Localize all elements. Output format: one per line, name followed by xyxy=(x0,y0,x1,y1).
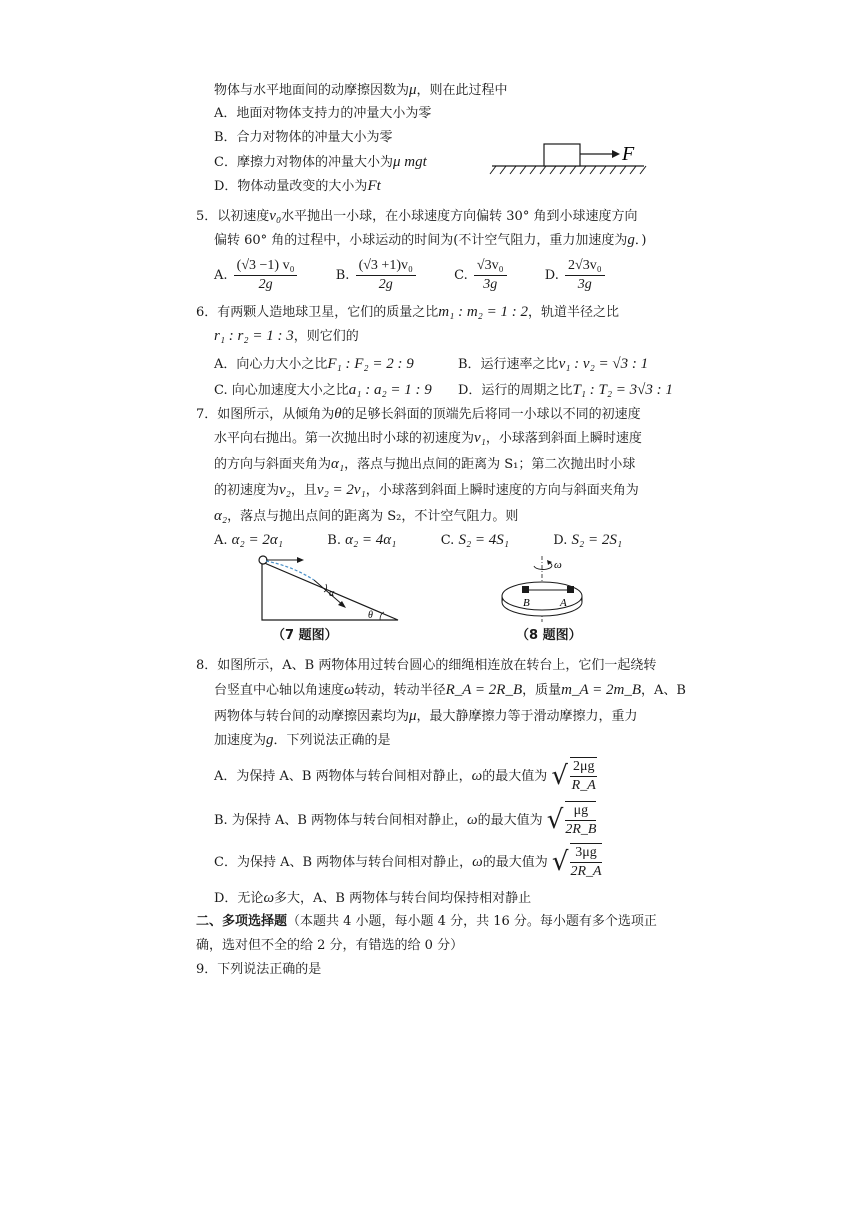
q4-option-a: A．地面对物体支持力的冲量大小为零 xyxy=(214,106,432,121)
alpha-label: α xyxy=(329,588,335,599)
omega-label: ω xyxy=(554,559,562,571)
q5-option-d: $\frac{\text{2√3v₀}}{3g}$ xyxy=(565,257,605,294)
q4-option-b: B．合力对物体的冲量大小为零 xyxy=(214,130,393,145)
q5-option-b: $\frac{\text{(√3 +1)v₀}}{2g}$ xyxy=(356,257,416,294)
q8-line-1: 8．如图所示，A、B 两物体用过转台圆心的细绳相连放在转台上，它们一起绕转 xyxy=(196,658,657,673)
q7-option-a: α₂ = 2α₁ xyxy=(231,532,283,548)
q8-line-4: 加速度为g．下列说法正确的是 xyxy=(214,732,391,748)
incline-diagram xyxy=(252,554,408,624)
q9-stem: 9．下列说法正确的是 xyxy=(196,962,322,977)
label-a: A xyxy=(560,597,567,609)
q7-option-c: S₂ = 4S₁ xyxy=(458,532,510,548)
q7-line-4: 的初速度为v₂，且v₂ = 2v₁，小球落到斜面上瞬时速度的方向与斜面夹角为 xyxy=(214,482,639,498)
q5-option-c: $\frac{\text{√3v₀}}{3g}$ xyxy=(474,257,507,294)
block-b xyxy=(522,586,529,593)
force-label: F xyxy=(622,143,635,165)
q8-option-b: B. 为保持 A、B 两物体与转台间相对静止，ω的最大值为 √ $\frac{\mu g}{2R\_B}$ xyxy=(214,800,598,841)
q7-options: A. α₂ = 2α₁ B. α₂ = 4α₁ C. S₂ = 4S₁ D. S₂ = 2S₁ xyxy=(214,532,623,548)
q8-figure-caption: （8 题图） xyxy=(516,628,582,643)
q6-option-d: D．运行的周期之比T₁ : T₂ = 3√3 : 1 xyxy=(458,382,673,398)
q4-option-c: C．摩擦力对物体的冲量大小为μ mgt xyxy=(214,154,427,170)
q4-option-d: D．物体动量改变的大小为Ft xyxy=(214,178,381,194)
q5-option-a: $\frac{\text{(√3 −1) v₀}}{2g}$ xyxy=(234,257,298,294)
q6-line-1: 6．有两颗人造地球卫星，它们的质量之比m₁ : m₂ = 1 : 2，轨道半径之比 xyxy=(196,304,620,320)
q8-option-c: C．为保持 A、B 两物体与转台间相对静止，ω的最大值为 √ $\frac{3\mu g}{2R\_A}$ xyxy=(214,842,604,883)
q8-line-2: 台竖直中心轴以角速度ω转动，转动半径R_A = 2R_B，质量m_A = 2m_B，A、B xyxy=(214,682,686,698)
q8-option-d: D．无论ω多大，A、B 两物体与转台间均保持相对静止 xyxy=(214,890,532,906)
q6-option-b: B．运行速率之比v₁ : v₂ = √3 : 1 xyxy=(458,356,649,372)
q7-figure-caption: （7 题图） xyxy=(272,628,338,643)
q6-option-a: A．向心力大小之比F₁ : F₂ = 2 : 9 xyxy=(214,356,414,372)
sqrt-icon: √ $\frac{3\mu g}{2R\_A}$ xyxy=(551,845,602,880)
q7-option-d: S₂ = 2S₁ xyxy=(571,532,623,548)
q5-line-2: 偏转 60° 角的过程中，小球运动的时间为(不计空气阻力，重力加速度为g．) xyxy=(214,232,647,248)
q6-line-2: r₁ : r₂ = 1 : 3，则它们的 xyxy=(214,328,359,344)
turntable-diagram xyxy=(496,554,606,624)
mu-symbol: μ xyxy=(409,82,417,98)
block xyxy=(544,144,580,166)
q5-line-1: 5．以初速度v₀水平抛出一小球，在小球速度方向偏转 30° 角到小球速度方向 xyxy=(196,208,638,224)
ball xyxy=(259,556,267,564)
q7-line-5: α₂，落点与抛出点间的距离为 S₂，不计空气阻力。则 xyxy=(214,508,519,524)
theta-label: θ xyxy=(368,610,373,621)
q7-line-2: 水平向右抛出。第一次抛出时小球的初速度为v₁，小球落到斜面上瞬时速度 xyxy=(214,430,642,446)
q5-options: A. $\frac{\text{(√3 −1) v₀}}{2g}$ B. $\frac{\text{(√3 +1)v₀}}{2g}$ C. $\frac{\text{√3v₀}}{3g}$ D. $\frac{\text{2√3v₀}}{3g}$ xyxy=(214,256,607,296)
q8-option-a: A．为保持 A、B 两物体与转台间相对静止，ω的最大值为 √ $\frac{2\mu g}{R\_A}$ xyxy=(214,756,599,797)
sqrt-icon: √ $\frac{2\mu g}{R\_A}$ xyxy=(551,759,596,794)
q7-line-3: 的方向与斜面夹角为α₁，落点与抛出点间的距离为 S₁；第二次抛出时小球 xyxy=(214,456,636,472)
block-force-diagram xyxy=(488,138,648,178)
sqrt-icon: √ $\frac{\mu g}{2R\_B}$ xyxy=(546,803,597,838)
q7-line-1: 7．如图所示，从倾角为θ的足够长斜面的顶端先后将同一小球以不同的初速度 xyxy=(196,406,641,422)
label-b: B xyxy=(523,597,530,609)
trajectory xyxy=(266,561,314,580)
q4-stem: 物体与水平地面间的动摩擦因数为μ，则在此过程中 xyxy=(214,82,508,98)
block-a xyxy=(567,586,574,593)
q7-option-b: α₂ = 4α₁ xyxy=(345,532,397,548)
q6-option-c: C. 向心加速度大小之比a₁ : a₂ = 1 : 9 xyxy=(214,382,432,398)
q8-line-3: 两物体与转台间的动摩擦因素均为μ，最大静摩擦力等于滑动摩擦力，重力 xyxy=(214,708,638,724)
section-2-desc: 确，选对但不全的给 2 分，有错选的给 0 分） xyxy=(196,938,464,953)
section-2-title: 二、多项选择题 xyxy=(196,914,288,929)
section-2-header: 二、多项选择题（本题共 4 小题，每小题 4 分，共 16 分。每小题有多个选项正 xyxy=(196,914,657,929)
